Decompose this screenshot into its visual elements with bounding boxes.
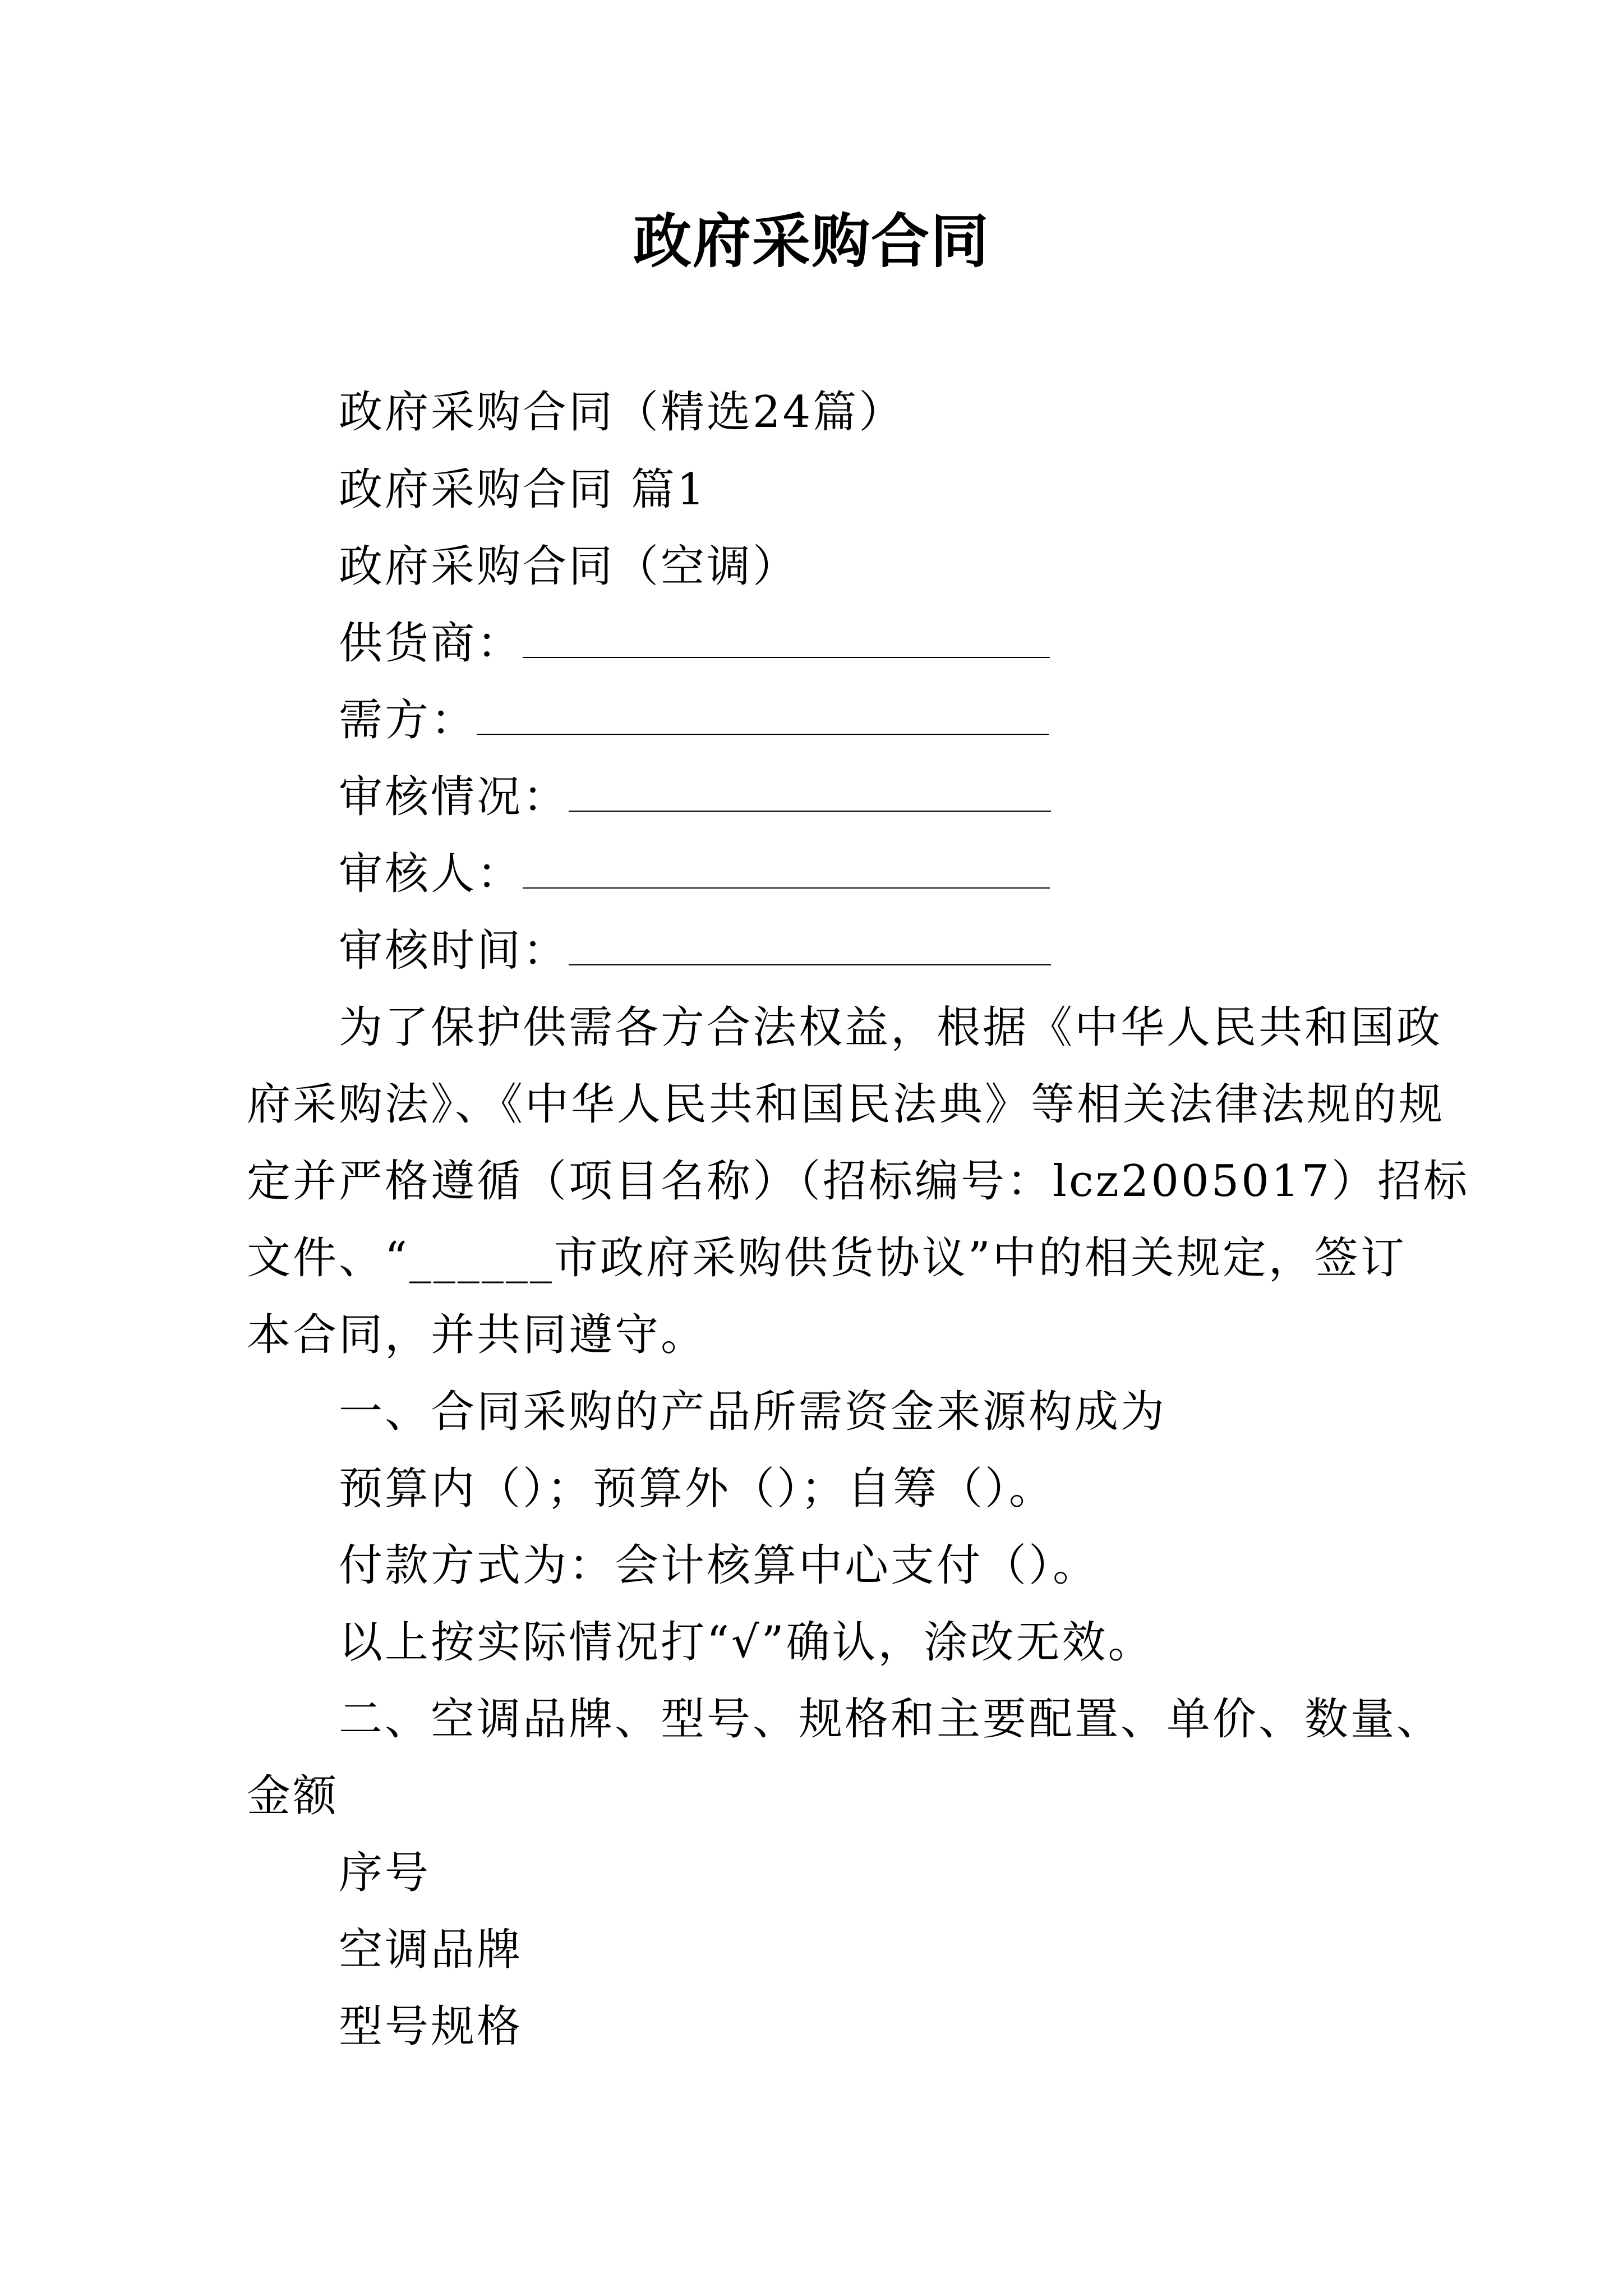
contract-name: 政府采购合同（空调） xyxy=(339,541,799,592)
review-time-label: 审核时间： xyxy=(339,926,569,976)
clause2-heading-line: 二、空调品牌、型号、规格和主要配置、单价、数量、 xyxy=(339,1694,1443,1745)
clause1-heading: 一、合同采购的产品所需资金来源构成为 xyxy=(339,1387,1167,1437)
preamble-line: 文件、“______市政府采购供货协议”中的相关规定，签订 xyxy=(247,1233,1407,1283)
reviewer-blank xyxy=(523,853,1050,889)
reviewer-field xyxy=(339,843,1050,905)
supplier-blank xyxy=(523,622,1050,658)
clause2-heading-line: 金额 xyxy=(247,1771,339,1821)
review-status-blank xyxy=(569,776,1051,812)
supplier-label: 供货商： xyxy=(339,618,523,669)
table-column-brand: 空调品牌 xyxy=(339,1925,523,1975)
document-title: 政府采购合同 xyxy=(633,206,990,275)
buyer-blank xyxy=(477,699,1049,735)
preamble-line: 为了保护供需各方合法权益，根据《中华人民共和国政 xyxy=(339,1002,1443,1053)
review-time-field xyxy=(339,920,1051,982)
section-heading: 政府采购合同 篇1 xyxy=(339,464,707,515)
review-time-blank xyxy=(569,930,1051,965)
clause1-payment: 付款方式为：会计核算中心支付（）。 xyxy=(339,1540,1099,1591)
preamble-line: 府采购法》、《中华人民共和国民法典》等相关法律法规的规 xyxy=(247,1079,1445,1130)
reviewer-label: 审核人： xyxy=(339,849,523,899)
buyer-label: 需方： xyxy=(339,695,477,746)
preamble-line: 定并严格遵循（项目名称）（招标编号：lcz2005017）招标 xyxy=(247,1156,1470,1207)
clause1-note: 以上按实际情况打“√”确认，涂改无效。 xyxy=(339,1617,1154,1668)
document-subtitle: 政府采购合同（精选24篇） xyxy=(339,387,905,438)
preamble-line: 本合同，并共同遵守。 xyxy=(247,1310,707,1360)
supplier-field xyxy=(339,613,1050,674)
clause1-budget: 预算内（）；预算外（）；自筹（）。 xyxy=(339,1464,1055,1514)
table-column-model: 型号规格 xyxy=(339,2001,523,2052)
buyer-field xyxy=(339,689,1049,751)
review-status-label: 审核情况： xyxy=(339,772,569,822)
table-column-serial: 序号 xyxy=(339,1848,431,1898)
review-status-field xyxy=(339,766,1051,828)
